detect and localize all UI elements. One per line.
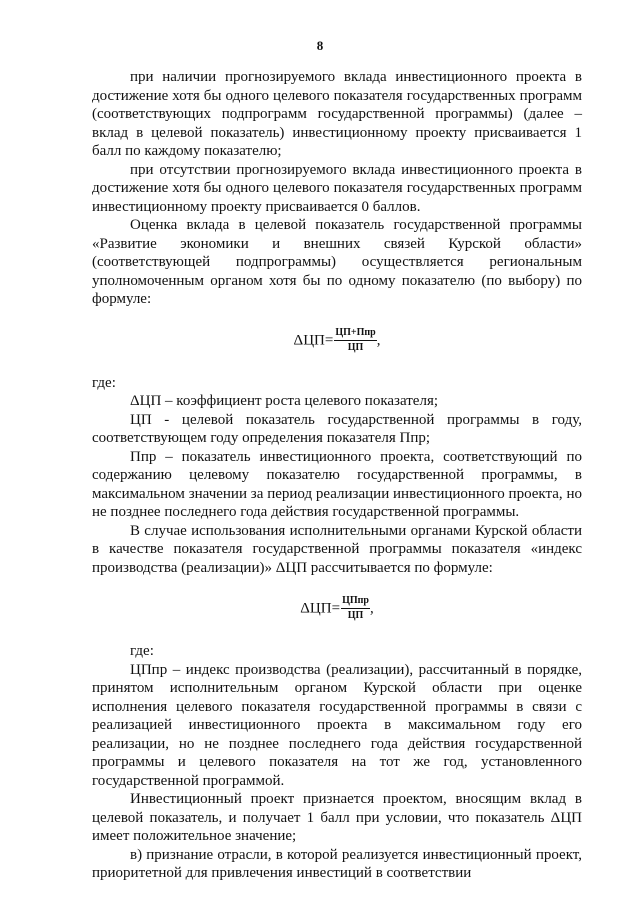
formula2-denominator: ЦП — [347, 610, 364, 621]
paragraph-production-index: В случае использования исполнительными органами Курской области в качестве показателя государственной программы показателя «индекс производства (реализации)» ΔЦП рассчитывается по формуле: — [92, 522, 582, 576]
page-number: 8 — [316, 38, 324, 53]
definition-delta-cp: ΔЦП – коэффициент роста целевого показателя; — [130, 393, 439, 409]
formula-lhs: ΔЦП= — [293, 331, 334, 348]
where-label: где: — [92, 374, 116, 391]
formula-fraction — [334, 327, 376, 354]
definition-cp: ЦП - целевой показатель государственной программы в году, соответствующем году определения показателя Ппр; — [92, 411, 582, 446]
formula2-lhs: ΔЦП= — [300, 600, 341, 617]
paragraph-contribution-recognition: Инвестиционный проект признается проектом, вносящим вклад в целевой показатель, и получает 1 балл при условии, что показатель ΔЦП имеет положительное значение; — [92, 791, 582, 844]
paragraph-contribution-absent: при отсутствии прогнозируемого вклада инвестиционного проекта в достижение хотя бы одного целевого показателя государственных программ инвестиционному проекту присваивается 0 баллов. — [92, 161, 582, 215]
formula-denominator: ЦП — [347, 341, 364, 353]
formula2-numerator: ЦПпр — [341, 595, 370, 609]
paragraph-contribution-present: при наличии прогнозируемого вклада инвестиционного проекта в достижение хотя бы одного целевого показателя государственных программ (соответствующих подпрограмм государственной программы) (далее – вклад в целевой показатель) инвестиционному проекту присваивается 1 балл по каждому показателю; — [92, 69, 582, 159]
where-label-2: где: — [130, 643, 154, 659]
formula-growth-coefficient — [92, 327, 582, 354]
document-body — [92, 68, 582, 883]
paragraph-industry-priority: в) признание отрасли, в которой реализуется инвестиционный проект, приоритетной для привлечения инвестиций в соответствии — [92, 846, 582, 881]
formula-comma: , — [376, 331, 381, 348]
paragraph-assessment-method: Оценка вклада в целевой показатель государственной программы «Развитие экономики и внешних связей Курской области» (соответствующей подпрограммы) осуществляется региональным уполномоченным органом хотя бы по одному показателю (по выбору) по формуле: — [92, 217, 582, 307]
definition-cppr: ЦПпр – индекс производства (реализации), рассчитанный в порядке, принятом исполнительным органом Курской области при оценке исполнения целевого показателя государственной программы в связи с реализацией инвестиционного проекта в максимальном году его реализации, но не позднее последнего года действия государственной программы и целевого показателя на тот же год, установленного государственной программой. — [92, 661, 582, 789]
formula-numerator: ЦП+Ппр — [334, 327, 376, 341]
definition-ppr: Ппр – показатель инвестиционного проекта, соответствующий по содержанию целевому показателю государственной программы, в максимальном значении за период реализации инвестиционного проекта, но не позднее последнего года действия государственной программы. — [92, 448, 582, 520]
formula2-fraction — [341, 595, 370, 622]
formula-production-index — [92, 595, 582, 622]
formula2-comma: , — [369, 600, 374, 617]
